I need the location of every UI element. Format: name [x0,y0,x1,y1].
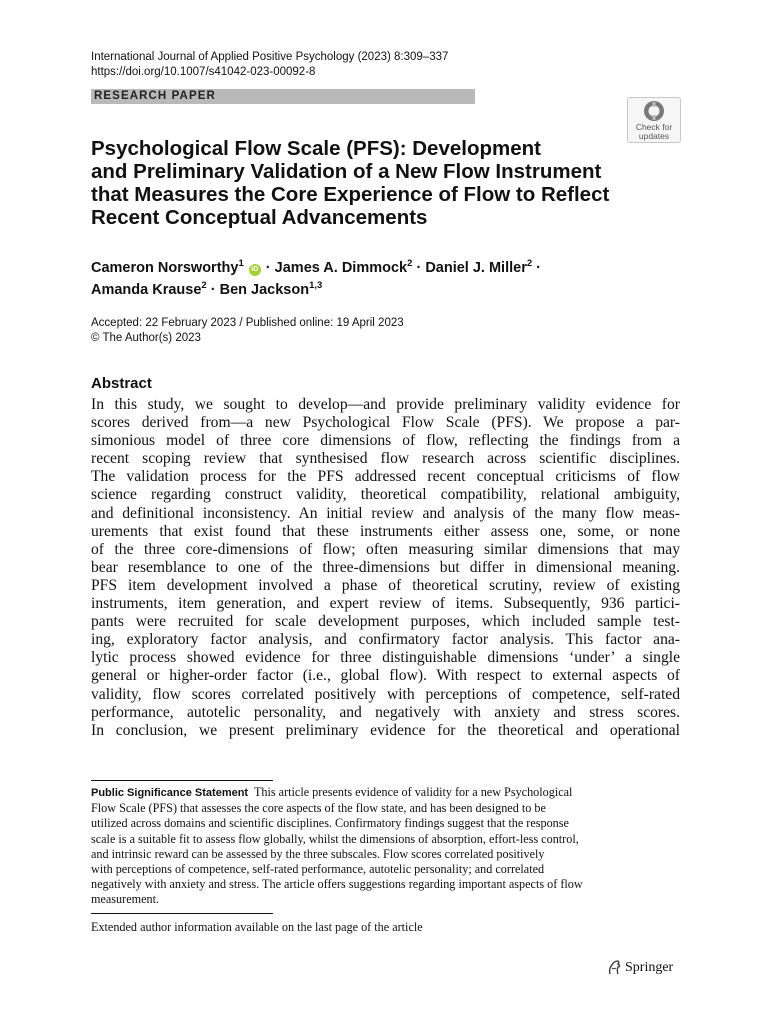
author-list [91,255,541,299]
abstract-line: and definitional inconsistency. An initial review and analysis of the many flow meas- [91,504,680,522]
abstract-line: lytic process showed evidence for three distinguishable dimensions ‘under’ a single [91,649,680,667]
affiliation-marker: 1 [238,258,244,269]
significance-line: negatively with anxiety and stress. The article offers suggestions regarding important aspects of flow [91,877,583,892]
check-updates-label: Check for updates [635,122,673,141]
footnote-divider [91,913,273,914]
paper-type-banner [91,89,475,104]
abstract-line: The validation process for the PFS addressed recent conceptual criticisms of flow [91,468,680,486]
affiliation-marker: 2 [201,279,207,291]
title-line: and Preliminary Validation of a New Flow Instrument [91,160,602,183]
abstract-heading: Abstract [91,375,152,392]
journal-citation [91,50,448,79]
public-significance-statement [91,785,671,908]
significance-label: Public Significance Statement [91,787,249,799]
significance-line: Flow Scale (PFS) that assesses the core aspects of the flow state, and has been designed to be [91,801,546,816]
significance-line: measurement. [91,892,160,907]
abstract-line: ing, exploratory factor analysis, and confirmatory factor analysis. This factor ana- [91,631,680,649]
abstract-line: PFS item development involved a phase of theoretical scrutiny, review of existing [91,576,680,594]
significance-line: and intrinsic reward can be assessed by the three subscales. Flow scores correlated positively [91,846,545,861]
check-for-updates-badge[interactable] [627,97,681,143]
author-separator: · [412,259,426,276]
accepted-published-date: Accepted: 22 February 2023 / Published online: 19 April 2023 [91,317,404,329]
abstract-line: general or higher-order factor (i.e., global flow). With respect to external aspects of [91,667,680,685]
significance-line: with perceptions of competence, self-rated performance, autotelic personality; and correlated [91,862,545,877]
paper-title [91,137,611,229]
abstract-line: performance, autotelic personality, and negatively with anxiety and stress scores. [91,703,680,721]
abstract-line: In this study, we sought to develop—and provide preliminary validity evidence for [91,396,680,413]
abstract-line: In conclusion, we present preliminary evidence for the theoretical and operational [91,721,680,739]
abstract-line: recent scoping review that synthesised flow research across scientific disciplines. [91,450,680,468]
abstract-line: simonious model of three core dimensions of flow, reflecting the findings from a [91,432,680,450]
springer-horse-icon [606,959,623,976]
abstract-line: science regarding construct validity, theoretical compatibility, relational ambiguity, [91,486,680,504]
journal-reference: International Journal of Applied Positive Psychology (2023) 8:309–337 [91,51,449,63]
abstract-line: urements that exist found that these instruments either assess one, some, or none [91,522,680,540]
abstract-body [91,396,680,740]
author-name[interactable]: Daniel J. Miller [425,259,527,276]
author-name[interactable]: Amanda Krause [91,281,202,298]
affiliation-marker: 2 [526,258,533,269]
author-name[interactable]: Cameron Norsworthy [91,259,239,276]
abstract-line: scores derived from—a new Psychological Flow Scale (PFS). We propose a par- [91,414,680,432]
abstract-line: of the three core-dimensions of flow; often measuring similar dimensions that may [91,540,680,558]
publisher-name: Springer [625,960,674,975]
title-line: Psychological Flow Scale (PFS): Development [91,137,541,160]
copyright-notice: © The Author(s) 2023 [91,331,201,344]
abstract-line: instruments, item generation, and expert review of items. Subsequently, 936 partici- [91,595,680,613]
title-line: Recent Conceptual Advancements [91,206,428,229]
title-line: that Measures the Core Experience of Flow to Reflect [91,183,610,206]
author-separator: · [206,281,220,298]
author-name[interactable]: James A. Dimmock [274,259,408,276]
crossmark-icon [643,100,665,122]
significance-line: scale is a suitable fit to assess flow globally, whilst the dimensions of absorption, effort-less control, [91,831,579,846]
author-separator: · [261,259,275,276]
paper-type-label: RESEARCH PAPER [94,90,216,102]
author-info-note: Extended author information available on the last page of the article [91,920,423,934]
orcid-icon[interactable]: iD [249,264,261,276]
abstract-line: bear resemblance to one of the three-dimensions but differ in dimensional meaning. [91,558,680,576]
abstract-line: validity, flow scores correlated positively with perceptions of competence, self-rated [91,685,680,703]
affiliation-marker: 1,3 [309,279,323,291]
significance-line: This article presents evidence of validity for a new Psychological [253,785,573,799]
publication-dates [91,316,404,345]
doi-link[interactable]: https://doi.org/10.1007/s41042-023-00092-8 [91,65,316,78]
significance-line: utilized across domains and scientific disciplines. Confirmatory findings suggest that the response [91,816,569,831]
affiliation-marker: 2 [407,258,413,269]
author-separator: · [532,259,542,276]
footnote-divider [91,780,273,781]
abstract-line: pants were recruited for scale development purposes, which included sample test- [91,613,680,631]
author-name[interactable]: Ben Jackson [219,281,310,298]
